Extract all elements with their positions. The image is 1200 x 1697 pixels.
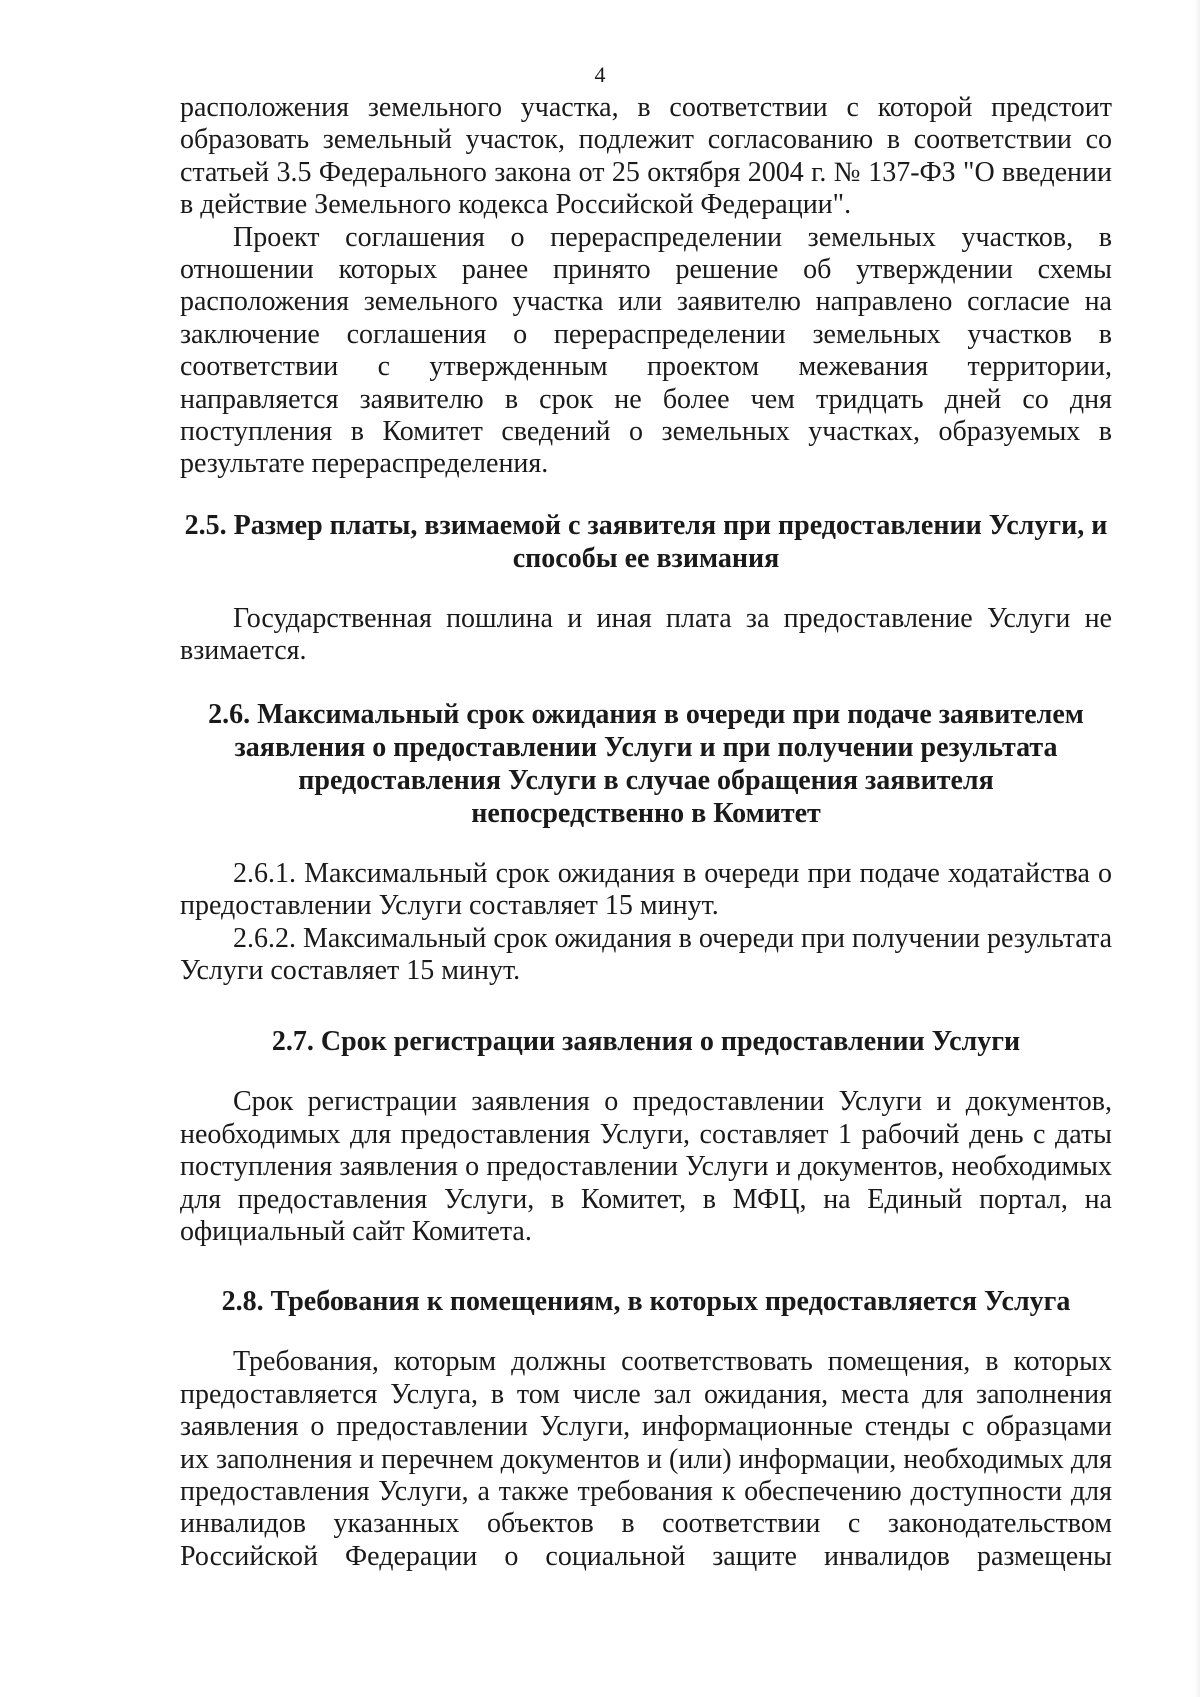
page-number: 4: [594, 62, 606, 87]
continuation-paragraph: расположения земельного участка, в соответствии с которой предстоит образовать земельный участок, подлежит согласованию в соответствии со статьей 3.5 Федерального закона от 25 октября 2004 г. № 137-ФЗ "О введении в действие Земельного кодекса Российской Федерации".: [180, 92, 1112, 221]
scan-edge-shadow: [1194, 0, 1200, 1697]
section-2-8-text: Требования, которым должны соответствовать помещения, в которых предоставляется Услуга, в том числе зал ожидания, места для заполнения заявления о предоставлении Услуги, информационные стенды с образцами их заполнения и перечнем документов и (или) информации, необходимых для предоставления Услуги, а также требования к обеспечению доступности для инвалидов указанных объектов в соответствии с законодательством Российской Федерации о социальной защите инвалидов размещены: [180, 1346, 1112, 1572]
section-2-7-text: Срок регистрации заявления о предоставлении Услуги и документов, необходимых для предоставления Услуги, составляет 1 рабочий день с даты поступления заявления о предоставлении Услуги и документов, необходимых для предоставления Услуги, в Комитет, в МФЦ, на Единый портал, на официальный сайт Комитета.: [180, 1086, 1112, 1247]
document-body: [180, 92, 1112, 1573]
section-2-6-2-text: 2.6.2. Максимальный срок ожидания в очереди при получении результата Услуги составляет 15 минут.: [180, 922, 1112, 986]
section-2-5-text: Государственная пошлина и иная плата за предоставление Услуги не взимается.: [180, 602, 1112, 667]
section-2-5-heading: 2.5. Размер платы, взимаемой с заявителя при предоставлении Услуги, и способы ее взимания: [184, 509, 1108, 574]
project-paragraph: Проект соглашения о перераспределении земельных участков, в отношении которых ранее принято решение об утверждении схемы расположения земельного участка или заявителю направлено согласие на заключение соглашения о перераспределении земельных участков в соответствии с утвержденным проектом межевания территории, направляется заявителю в срок не более чем тридцать дней со дня поступления в Комитет сведений о земельных участках, образуемых в результате перераспределения.: [180, 221, 1112, 480]
section-2-7-heading: 2.7. Срок регистрации заявления о предоставлении Услуги: [271, 1026, 1021, 1058]
section-2-6-1-text: 2.6.1. Максимальный срок ожидания в очереди при подаче ходатайства о предоставлении Услуги составляет 15 минут.: [180, 857, 1112, 922]
section-2-6-heading: 2.6. Максимальный срок ожидания в очереди при подаче заявителем заявления о предоставлении Услуги и при получении результата предоставления Услуги в случае обращения заявителя непосредственно в Комитет: [208, 698, 1084, 829]
section-2-8-heading: 2.8. Требования к помещениям, в которых предоставляется Услуга: [221, 1286, 1071, 1318]
